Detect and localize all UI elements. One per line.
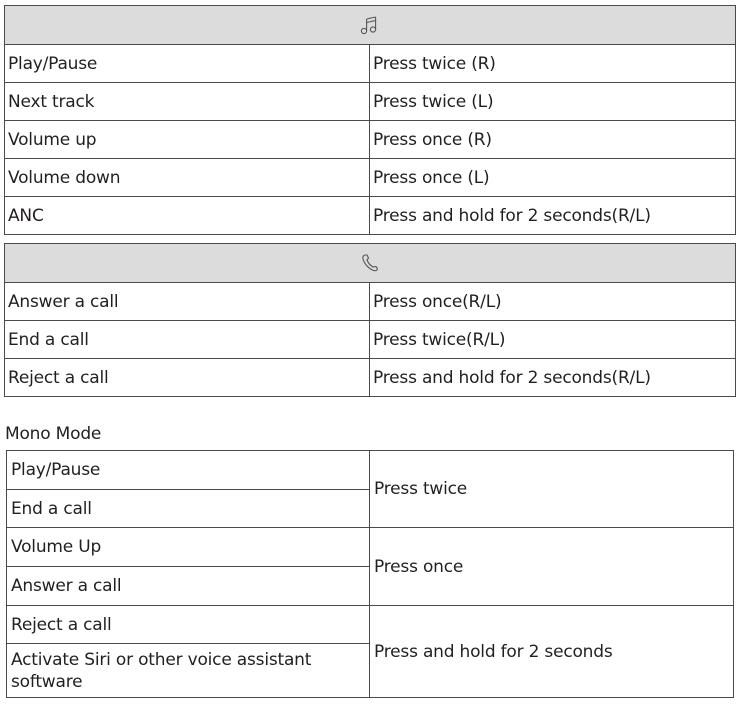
music-header-row (5, 6, 736, 45)
call-header-row (5, 244, 736, 283)
control-cell: Press twice (L) (370, 83, 736, 121)
control-cell: Press and hold for 2 seconds (370, 605, 734, 698)
table-row (7, 528, 734, 567)
control-cell: Press once (370, 528, 734, 605)
control-cell: Press once (L) (370, 159, 736, 197)
table-row (5, 359, 736, 397)
phone-icon (359, 252, 381, 274)
control-cell: Press once (R) (370, 121, 736, 159)
music-header-cell (5, 6, 736, 45)
table-row (5, 121, 736, 159)
action-cell: Answer a call (5, 283, 370, 321)
table-row (5, 283, 736, 321)
control-cell: Press twice (R) (370, 45, 736, 83)
action-cell: End a call (5, 321, 370, 359)
table-row (5, 159, 736, 197)
call-controls-table (4, 243, 736, 397)
action-cell: Activate Siri or other voice assistant software (7, 644, 370, 698)
action-cell: Volume up (5, 121, 370, 159)
call-header-cell (5, 244, 736, 283)
control-cell: Press twice(R/L) (370, 321, 736, 359)
action-cell: Play/Pause (7, 451, 370, 490)
control-cell: Press and hold for 2 seconds(R/L) (370, 359, 736, 397)
control-cell: Press once(R/L) (370, 283, 736, 321)
action-cell: ANC (5, 197, 370, 235)
music-controls-table (4, 5, 736, 235)
table-row (5, 321, 736, 359)
table-row (5, 83, 736, 121)
control-cell: Press and hold for 2 seconds(R/L) (370, 197, 736, 235)
action-cell: Answer a call (7, 567, 370, 606)
mono-mode-table (6, 450, 734, 698)
table-row (5, 45, 736, 83)
action-cell: Play/Pause (5, 45, 370, 83)
music-note-icon (359, 14, 381, 36)
mono-mode-heading: Mono Mode (5, 424, 102, 444)
table-row (5, 197, 736, 235)
action-cell: Reject a call (5, 359, 370, 397)
action-cell: Volume Up (7, 528, 370, 567)
control-cell: Press twice (370, 451, 734, 528)
action-cell: Next track (5, 83, 370, 121)
action-cell: Reject a call (7, 605, 370, 644)
table-row (7, 451, 734, 490)
action-cell: Volume down (5, 159, 370, 197)
table-row (7, 605, 734, 644)
action-cell: End a call (7, 489, 370, 528)
